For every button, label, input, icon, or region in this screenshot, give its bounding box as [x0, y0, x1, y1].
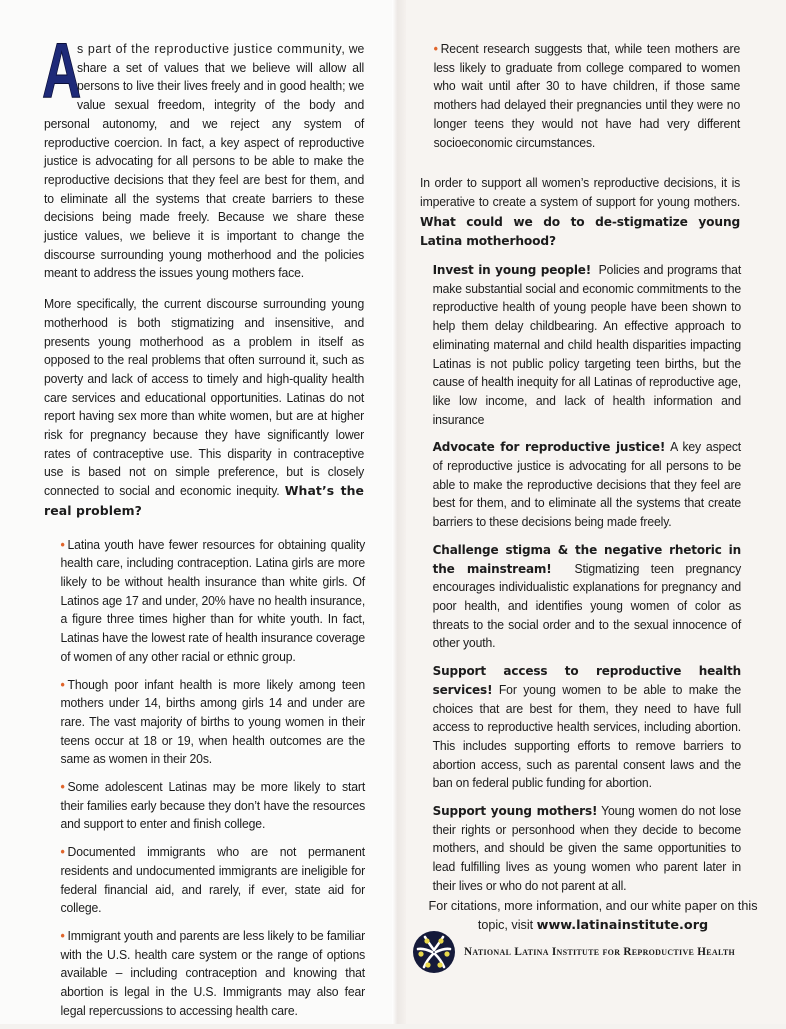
citation-line: For citations, more information, and our white paper on this — [428, 899, 758, 913]
action-body: A key aspect of reproductive justice is advocating for all persons to be able to make the reproductive decisions that they feel are best for them, and to eliminate all the systems that create barriers to these decisions being made freely. — [432, 440, 742, 530]
discourse-body: More specifically, the current discourse surrounding young motherhood is both stigmatizing and insensitive, and presents young motherhood as a problem in itself as opposed to the real problems that often surround it, such as poverty and lack of access to timely and high-quality health care services and educational opportunities. Latinas do not report having sex more than white women, but are at higher risk for pregnancy because they have significantly lower rates of contraceptive use. This disparity in contraceptive use is based not on simple preference, but is closely connected to social and economic inequity. — [44, 297, 365, 499]
action-item — [433, 541, 741, 653]
bullet-text: Documented immigrants who are not permanent residents and undocumented immigrants are ineligible for federal financial aid, and rarely, if ever, state aid for college. — [60, 845, 366, 916]
bullet-icon: • — [60, 845, 65, 860]
list-item — [434, 40, 741, 152]
action-title: Challenge stigma & the negative rhetoric in the mainstream! — [432, 541, 742, 576]
bullet-icon: • — [60, 677, 65, 692]
intro-paragraph — [42, 26, 365, 283]
drop-cap: A — [42, 26, 82, 114]
bullet-text: Some adolescent Latinas may be more likely to start their families early because they don’t have the resources and support to enter and finish college. — [60, 780, 366, 832]
action-list — [433, 261, 741, 896]
list-item — [60, 536, 365, 667]
bullet-icon: • — [60, 928, 65, 943]
action-item — [433, 438, 741, 532]
organization-name: National Latina Institute for Reproductive Health — [464, 946, 736, 958]
nlirh-logo-icon — [412, 930, 456, 974]
list-item — [60, 927, 365, 1021]
list-item — [60, 843, 365, 918]
visit-label: topic, visit — [477, 918, 534, 932]
bullet-icon: • — [433, 42, 438, 56]
discourse-paragraph — [44, 295, 364, 521]
bullet-text: Though poor infant health is more likely among teen mothers under 14, births among girls 14 and under are rare. The vast majority of births to young women in their teens occur at 18 or 19, when health outcomes are the same as women in their 20s. — [60, 677, 366, 767]
support-intro-text: In order to support all women’s reproductive decisions, it is imperative to create a system of support for young mothers. — [420, 176, 741, 209]
action-title: Support young mothers! — [432, 803, 598, 819]
left-column — [42, 26, 366, 1029]
real-problem-heading: What’s the real problem? — [44, 484, 365, 519]
website-link[interactable]: www.latinainstitute.org — [536, 918, 709, 933]
action-body: Stigmatizing teen pregnancy encourages individualistic explanations for pregnancy and poor health, and identifies young women of color as threats to the social order and to the sexual innocence of other youth. — [432, 561, 742, 651]
list-item — [60, 778, 365, 834]
page-fold — [392, 0, 406, 1024]
list-item — [60, 676, 365, 770]
problem-bullet-list — [60, 536, 365, 1021]
action-body: Young women do not lose their rights or personhood when they decide to become mothers, and should be given the same opportunities to lead fulfilling lives as young women who parent later in their lives or who do not parent at all. — [432, 804, 742, 893]
bullet-text: Latina youth have fewer resources for obtaining quality health care, including contraception. Latina girls are more likely to be without health insurance than white girls. Of Latinos age 17 and under, 20% have no health insurance, a figure three times higher than for white youth. In fact, Latinas have the lowest rate of health insurance coverage of women of any other racial or ethnic group. — [60, 537, 366, 664]
right-column — [420, 40, 740, 905]
action-title: Support access to reproductive health services! — [432, 663, 742, 697]
action-title: Advocate for reproductive justice! — [432, 439, 666, 455]
bullet-icon: • — [60, 537, 65, 552]
intro-first-line: s part of the reproductive justice community, — [76, 41, 346, 56]
action-body: Policies and programs that make substantial social and economic commitments to the reproductive health of young people have been shown to help them delay childbearing. An effective approach to eliminating maternal and child health disparities impacting Latinas is not public policy targeting teen births, but the cause of health inequity for all Latinas of reproductive age, like low income, and lack of health information and insurance — [432, 263, 742, 427]
destigmatize-heading: What could we do to de-stigmatize young Latina motherhood? — [420, 213, 741, 249]
action-title: Invest in young people! — [432, 262, 592, 278]
action-item — [433, 802, 741, 896]
organization-signature — [412, 930, 735, 974]
bullet-icon: • — [60, 780, 65, 795]
intro-body: we share a set of values that we believe will allow all persons to live their lives freely and in good health; we value sexual freedom, integrity of the body and personal autonomy, and we reject any system of reproductive coercion. In fact, a key aspect of reproductive justice is advocating for all persons to be able to make the reproductive decisions that they feel are best for them, and to eliminate all the systems that create barriers to these decisions being made freely. Because we share these justice values, we believe it is important to change the discourse surrounding young motherhood and the policies meant to address the issues young mothers face. — [44, 42, 365, 281]
action-body: For young women to be able to make the choices that are best for them, they need to have full access to reproductive health services, including abortion. This includes supporting efforts to remove barriers to abortion access, such as parental consent laws and the ban on federal public funding for abortion. — [432, 682, 742, 791]
action-item — [433, 662, 741, 793]
bullet-text: Recent research suggests that, while teen mothers are less likely to graduate from college compared to women who wait until after 30 to have children, if those same mothers had delayed their pregnancies until they were no longer teens they would not have had very different socioeconomic circumstances. — [433, 42, 741, 150]
support-intro — [420, 174, 740, 251]
bullet-text: Immigrant youth and parents are less likely to be familiar with the U.S. health care system or the range of options available – including contraception and knowing that abortion is legal in the U.S. Immigrants may also fear legal repercussions to accessing health care. — [60, 928, 366, 1018]
action-item — [433, 261, 741, 429]
